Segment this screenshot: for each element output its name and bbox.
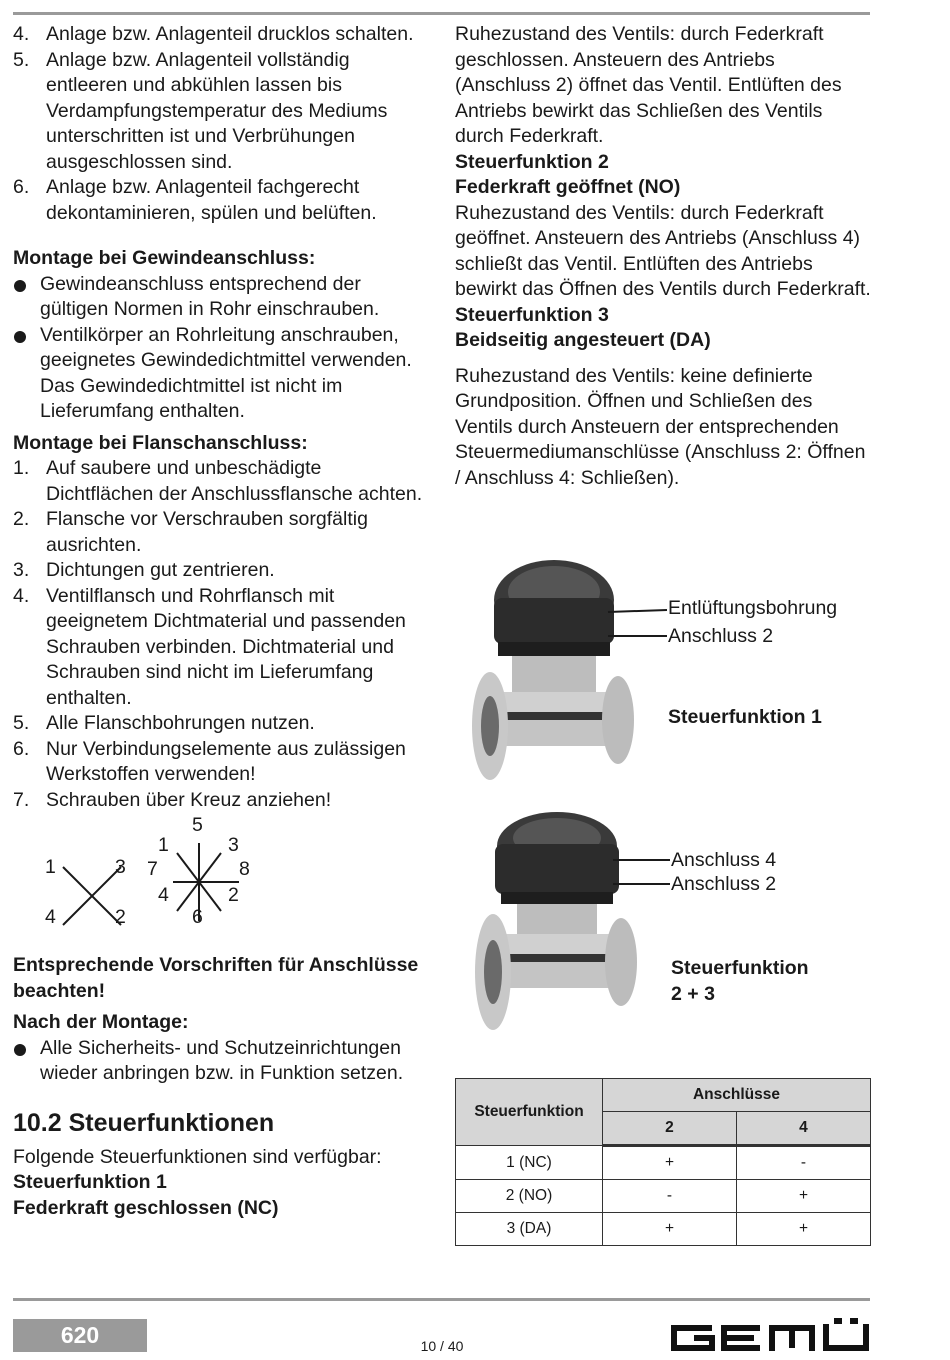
intro-steps (13, 22, 433, 226)
list-item: 5. Alle Flanschbohrungen nutzen. (13, 712, 315, 734)
list-item: 5. Anlage bzw. Anlagenteil vollständig entleeren und abkühlen lassen bis Verdampfungstemperatur des Mediums unterschritten ist und Verbrühungen ausgeschlossen sind. (13, 48, 388, 173)
gewinde-heading: Montage bei Gewindeanschluss: (13, 247, 316, 269)
figure-caption: Steuerfunktion (671, 957, 809, 979)
valve-figure-sf23 (465, 810, 865, 1040)
flansch-steps (13, 456, 433, 813)
table-header-anschluesse: Anschlüsse (603, 1079, 871, 1112)
figure-caption: Steuerfunktion 1 (668, 706, 822, 728)
label-anschluss-2: Anschluss 2 (671, 873, 777, 895)
sf1-title: Steuerfunktion 1 (13, 1171, 167, 1193)
bolt-label: 8 (239, 858, 250, 880)
flansch-heading: Montage bei Flanschanschluss: (13, 431, 308, 454)
sf1-text: Ruhezustand des Ventils: durch Federkraft geschlossen. Ansteuern des Antriebs (Anschluss 2) öffnet das Ventil. Entlüften des Antriebs bewirkt das Schließen des Ventils durch Federkraft. (455, 23, 842, 147)
list-item: Alle Sicherheits- und Schutzeinrichtungen wieder anbringen bzw. in Funktion setzen. (13, 1036, 433, 1087)
bullet-icon (14, 1044, 26, 1056)
bolt-label: 1 (158, 834, 169, 856)
table-header-2: 2 (603, 1112, 737, 1146)
table-header-steuerfunktion: Steuerfunktion (456, 1079, 603, 1146)
gemu-logo-icon (668, 1318, 872, 1354)
list-item: Ventilkörper an Rohrleitung anschrauben, geeignetes Gewindedichtmittel verwenden. Das Gewindedichtmittel ist nicht im Lieferumfang enthalten. (13, 323, 433, 425)
bolt-label: 6 (192, 906, 203, 928)
vorschriften-note: Entsprechende Vorschriften für Anschlüsse beachten! (13, 954, 419, 1002)
bolt-cross-lines (13, 814, 433, 947)
bolt-label: 2 (228, 884, 239, 906)
table-header-4: 4 (736, 1112, 870, 1146)
footer-rule (13, 1298, 870, 1301)
sf2-subtitle: Federkraft geöffnet (NO) (455, 176, 681, 198)
page-number: 10 / 40 (420, 1338, 464, 1354)
sf2-title: Steuerfunktion 2 (455, 150, 609, 173)
list-item: 3. Dichtungen gut zentrieren. (13, 559, 275, 581)
left-column (13, 22, 433, 1221)
label-entlueftungsbohrung: Entlüftungsbohrung (668, 597, 838, 619)
label-anschluss-2: Anschluss 2 (668, 625, 774, 647)
list-item: 1. Auf saubere und unbeschädigte Dichtflächen der Anschlussflansche achten. (13, 457, 423, 505)
section-title: 10.2 Steuerfunktionen (13, 1108, 275, 1137)
valve-image (462, 552, 862, 792)
bullet-icon (14, 331, 26, 343)
list-item: 4. Ventilflansch und Rohrflansch mit geeignetem Dichtmaterial und passenden Schrauben verbinden. Dichtmaterial und Schrauben sind nicht im Lieferumfang enthalten. (13, 584, 406, 709)
list-item: 6. Anlage bzw. Anlagenteil fachgerecht dekontaminieren, spülen und belüften. (13, 176, 377, 224)
bolt-pattern-diagram (13, 814, 433, 947)
list-item: Gewindeanschluss entsprechend der gültigen Normen in Rohr einschrauben. (13, 272, 433, 323)
list-item: 6. Nur Verbindungselemente aus zulässigen Werkstoffen verwenden! (13, 737, 406, 785)
sf1-subtitle: Federkraft geschlossen (NC) (13, 1196, 279, 1219)
label-anschluss-4: Anschluss 4 (671, 849, 777, 871)
nach-bullets (13, 1036, 433, 1087)
top-rule (13, 12, 870, 15)
valve-figure-sf1 (462, 552, 862, 792)
figure-caption-2: 2 + 3 (671, 983, 715, 1005)
table-row: 3 (DA) + + (456, 1213, 871, 1246)
right-column (455, 22, 875, 491)
gemu-logo (668, 1318, 872, 1354)
bolt-label: 4 (158, 884, 169, 906)
bolt-label: 7 (147, 858, 158, 880)
list-item: 2. Flansche vor Verschrauben sorgfältig ausrichten. (13, 508, 368, 556)
bolt-label: 5 (192, 814, 203, 836)
bolt-label: 3 (115, 856, 126, 878)
bolt-label: 3 (228, 834, 239, 856)
steuerfunktion-table (455, 1078, 871, 1246)
gewinde-bullets (13, 272, 433, 425)
sf3-subtitle: Beidseitig angesteuert (DA) (455, 329, 711, 351)
list-item: 7. Schrauben über Kreuz anziehen! (13, 788, 332, 811)
sf2-text: Ruhezustand des Ventils: durch Federkraft geöffnet. Ansteuern des Antriebs (Anschluss 4) schließt das Ventil. Entlüften des Antriebs bewirkt das Öffnen des Ventils durch Federkraft. (455, 201, 871, 300)
bolt-label: 2 (115, 906, 126, 928)
bullet-icon (14, 280, 26, 292)
table-row: 2 (NO) - + (456, 1180, 871, 1213)
valve-image (465, 810, 865, 1040)
document-number-badge: 620 (13, 1319, 147, 1352)
table-row: 1 (NC) + - (456, 1146, 871, 1180)
list-item: 4. Anlage bzw. Anlagenteil drucklos schalten. (13, 23, 414, 45)
sf3-title: Steuerfunktion 3 (455, 303, 609, 326)
sf3-text: Ruhezustand des Ventils: keine definierte Grundposition. Öffnen und Schließen des Ventils durch Ansteuern der entsprechenden Steuermediumanschlüsse (Anschluss 2: Öffnen / Anschluss 4: Schließen). (455, 364, 866, 489)
nach-heading: Nach der Montage: (13, 1011, 189, 1033)
section-intro: Folgende Steuerfunktionen sind verfügbar: (13, 1145, 382, 1168)
bolt-label: 4 (45, 906, 56, 928)
bolt-label: 1 (45, 856, 56, 878)
